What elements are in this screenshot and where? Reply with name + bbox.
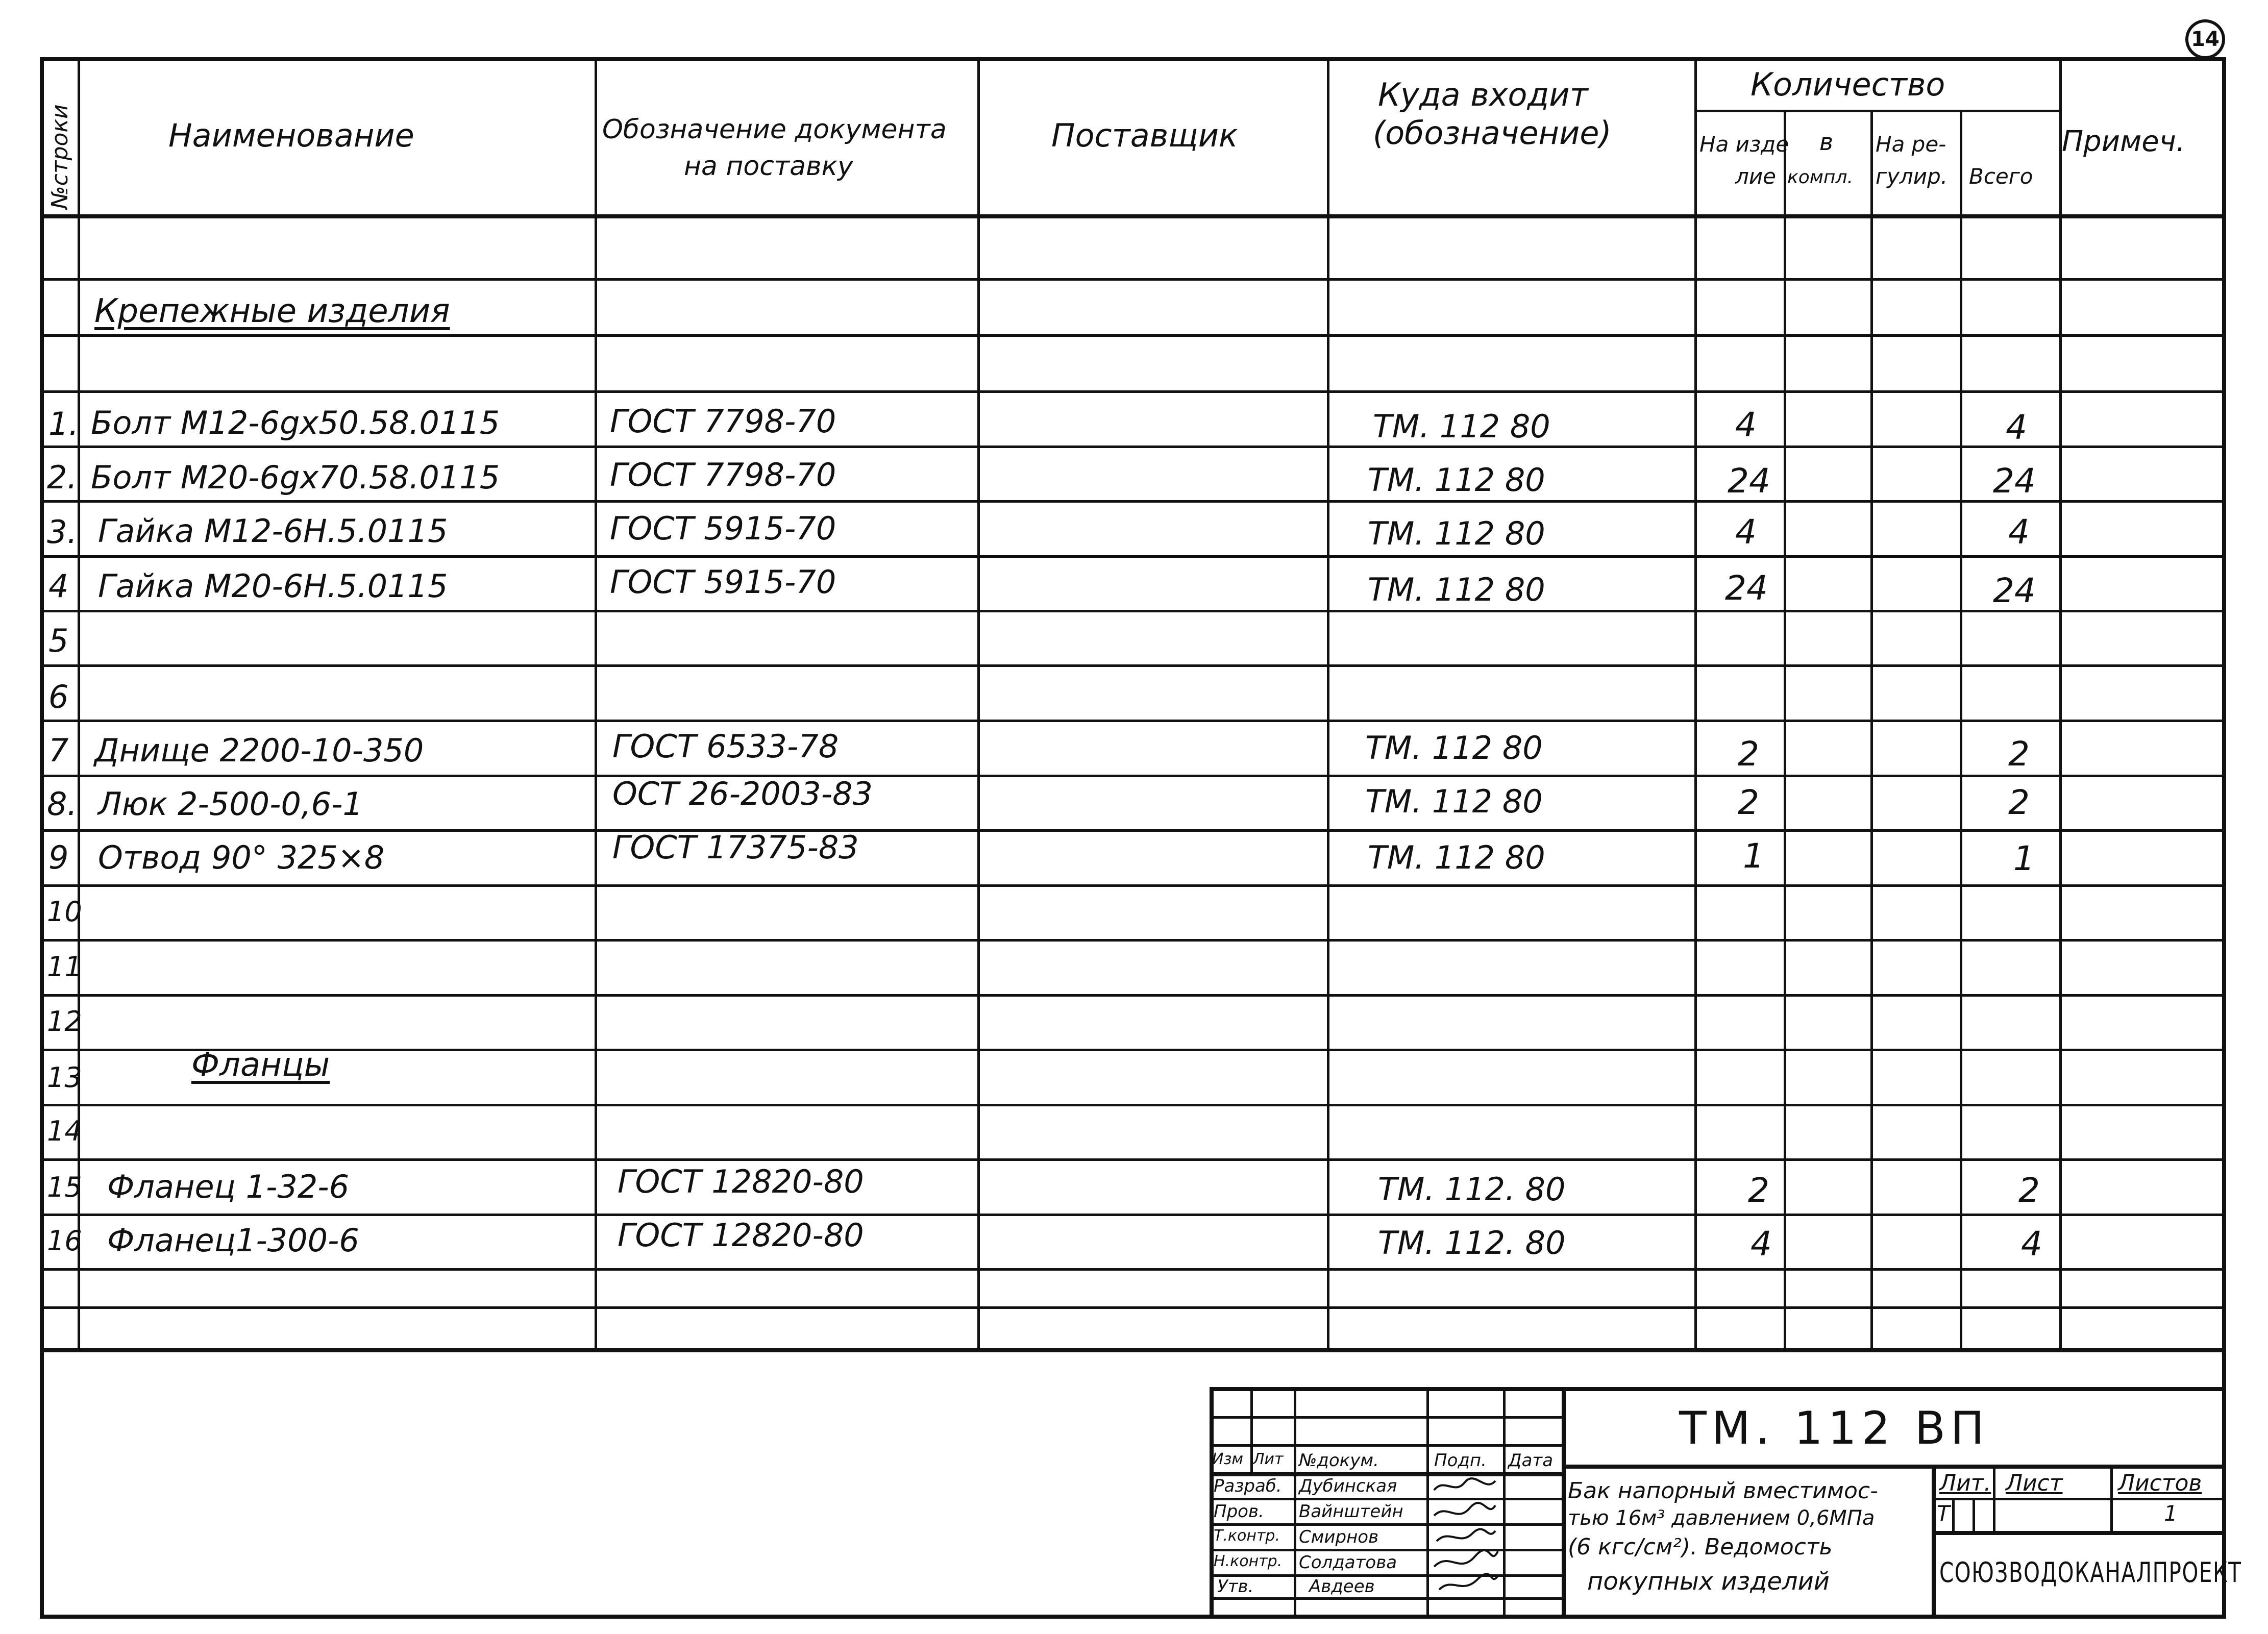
- tb-grid-line: [1210, 1597, 1562, 1600]
- row-number: 7: [48, 732, 69, 769]
- tb-desc-line2: тью 16м³ давлением 0,6МПа: [1568, 1506, 1875, 1530]
- tb-col-sign: Подп.: [1434, 1450, 1487, 1471]
- row-number: 3.: [47, 513, 78, 551]
- row-line: [40, 278, 2226, 281]
- item-name: Гайка М12-6Н.5.0115: [98, 512, 448, 550]
- item-qty-total: 4: [2021, 1224, 2042, 1264]
- item-name: Отвод 90° 325×8: [98, 839, 385, 876]
- item-name: Гайка М20-6Н.5.0115: [98, 567, 448, 605]
- item-name: Фланец1-300-6: [107, 1222, 359, 1259]
- header-where-line1: Куда входит: [1378, 76, 1588, 113]
- tb-grid-line: [1210, 1523, 1562, 1526]
- row-number: 2.: [47, 459, 78, 496]
- header-qty-reg-2: гулир.: [1876, 164, 1948, 189]
- item-qty-product: 24: [1728, 461, 1770, 501]
- item-where: ТМ. 112. 80: [1378, 1224, 1566, 1261]
- header-supplier: Поставщик: [1051, 117, 1238, 154]
- tb-org-top-line: [1932, 1531, 2226, 1535]
- item-where: ТМ. 112 80: [1368, 461, 1545, 499]
- row-line: [40, 334, 2226, 337]
- item-doc: ГОСТ 5915-70: [610, 510, 836, 547]
- row-number: 13: [47, 1061, 82, 1094]
- header-bottom-line: [40, 214, 2226, 218]
- sheet-number-mark: [2185, 19, 2225, 59]
- table-bottom-line: [40, 1348, 2226, 1352]
- qty-subheader-line: [1694, 110, 2059, 112]
- tb-role: Т.контр.: [1214, 1527, 1280, 1545]
- item-name: Болт М20-6gx70.58.0115: [91, 459, 500, 496]
- tb-desc-line4: покупных изделий: [1587, 1567, 1830, 1596]
- row-number: 1.: [48, 405, 79, 442]
- item-qty-total: 2: [2018, 1171, 2040, 1210]
- row-line: [40, 829, 2226, 832]
- tb-grid-line: [1210, 1498, 1562, 1500]
- sheet-number-text: 14: [2191, 28, 2220, 51]
- item-qty-total: 2: [2008, 783, 2030, 822]
- tb-lit-sub1: [1952, 1498, 1955, 1531]
- col-line-9: [2059, 57, 2062, 1348]
- item-qty-total: 24: [1993, 461, 2036, 501]
- tb-document-code: ТМ. 112 ВП: [1679, 1402, 1990, 1454]
- tb-lit-col1: [1993, 1465, 1995, 1531]
- item-doc: ОСТ 26-2003-83: [612, 775, 873, 812]
- tb-grid-line: [1210, 1549, 1562, 1551]
- header-row-no: №строки: [47, 104, 73, 209]
- item-name: Днище 2200-10-350: [94, 732, 424, 769]
- item-qty-product: 4: [1735, 512, 1757, 552]
- tb-person: Смирнов: [1299, 1527, 1379, 1547]
- row-line: [40, 390, 2226, 393]
- item-qty-product: 4: [1751, 1224, 1772, 1264]
- row-line: [40, 445, 2226, 448]
- row-number: 6: [48, 678, 69, 715]
- item-qty-product: 4: [1735, 405, 1757, 444]
- tb-role: Пров.: [1214, 1501, 1264, 1522]
- item-doc: ГОСТ 7798-70: [610, 456, 836, 493]
- item-doc: ГОСТ 17375-83: [612, 829, 859, 866]
- signature-scribbles: [1429, 1475, 1500, 1597]
- header-where-line2: (обозначение): [1373, 114, 1612, 152]
- item-name: Люк 2-500-0,6-1: [98, 785, 363, 823]
- item-doc: ГОСТ 6533-78: [612, 728, 839, 765]
- drawing-frame: [40, 57, 2226, 1619]
- tb-grid-col: [1294, 1387, 1296, 1619]
- tb-person: Солдатова: [1299, 1552, 1397, 1573]
- row-line: [40, 994, 2226, 997]
- row-number: 5: [48, 622, 69, 659]
- row-line: [40, 555, 2226, 558]
- row-number: 16: [47, 1225, 82, 1257]
- item-qty-product: 2: [1738, 783, 1759, 822]
- tb-sheets-value: 1: [2164, 1501, 2178, 1526]
- col-line-1: [78, 57, 80, 1348]
- row-line: [40, 939, 2226, 942]
- item-qty-product: 2: [1738, 734, 1759, 774]
- tb-lit-col2: [2110, 1465, 2113, 1531]
- row-number: 14: [47, 1115, 82, 1147]
- tb-person: Авдеев: [1309, 1576, 1375, 1597]
- row-line: [40, 884, 2226, 887]
- item-where: ТМ. 112 80: [1365, 783, 1543, 820]
- item-doc: ГОСТ 12820-80: [618, 1217, 864, 1254]
- item-qty-total: 24: [1993, 571, 2036, 610]
- row-line: [40, 1049, 2226, 1051]
- row-line: [40, 1104, 2226, 1106]
- col-line-3: [977, 57, 980, 1348]
- tb-sheets-label: Листов: [2118, 1470, 2202, 1496]
- tb-main-divider: [1562, 1387, 1566, 1619]
- col-line-2: [595, 57, 597, 1348]
- item-qty-total: 2: [2008, 734, 2030, 774]
- row-line: [40, 720, 2226, 722]
- item-name: Болт М12-6gx50.58.0115: [91, 404, 500, 441]
- item-qty-total: 4: [2006, 408, 2027, 447]
- tb-org-divider: [1932, 1465, 1936, 1619]
- item-where: ТМ. 112. 80: [1378, 1171, 1566, 1208]
- item-doc: ГОСТ 12820-80: [618, 1163, 864, 1200]
- row-line: [40, 1268, 2226, 1271]
- tb-person: Дубинская: [1299, 1476, 1397, 1496]
- col-line-4: [1327, 57, 1329, 1348]
- tb-person: Вайнштейн: [1299, 1501, 1403, 1522]
- item-qty-total: 4: [2008, 512, 2030, 552]
- header-doc-line2: на поставку: [684, 151, 853, 182]
- tb-grid-col: [1503, 1387, 1506, 1619]
- item-qty-total: 1: [2013, 839, 2035, 878]
- tb-lit-line: [1932, 1498, 2226, 1500]
- row-line: [40, 664, 2226, 667]
- row-number: 8.: [47, 785, 78, 823]
- row-line: [40, 610, 2226, 612]
- item-where: ТМ. 112 80: [1368, 515, 1545, 552]
- row-number: 11: [47, 951, 82, 983]
- tb-role: Н.контр.: [1214, 1552, 1283, 1570]
- tb-desc-line1: Бак напорный вместимос-: [1568, 1478, 1878, 1504]
- row-number: 15: [47, 1171, 82, 1203]
- row-number: 4: [48, 567, 69, 605]
- tb-lit-label: Лит.: [1939, 1470, 1991, 1496]
- tb-role: Разраб.: [1214, 1476, 1282, 1496]
- row-number: 9: [48, 839, 69, 876]
- row-number: 12: [47, 1005, 82, 1037]
- col-line-5: [1694, 57, 1697, 1348]
- row-number: 10: [47, 896, 82, 928]
- header-qty-kit-1: в: [1819, 128, 1834, 156]
- col-line-8: [1960, 110, 1962, 1348]
- tb-col-izm: Изм: [1212, 1450, 1244, 1468]
- tb-left-line: [1210, 1387, 1214, 1619]
- col-line-6: [1784, 110, 1786, 1348]
- row-line: [40, 1214, 2226, 1216]
- section-fasteners: Крепежные изделия: [94, 292, 450, 330]
- col-line-7: [1870, 110, 1873, 1348]
- header-name: Наименование: [168, 117, 414, 154]
- item-where: ТМ. 112 80: [1373, 408, 1550, 445]
- header-qty-product-1: На изде: [1699, 132, 1789, 157]
- tb-role: Утв.: [1217, 1576, 1254, 1597]
- header-qty-total: Всего: [1969, 164, 2033, 189]
- tb-grid-line: [1210, 1444, 1562, 1447]
- row-line: [40, 1306, 2226, 1309]
- item-where: ТМ. 112 80: [1365, 729, 1543, 766]
- tb-lit-value: Т: [1937, 1501, 1950, 1526]
- tb-desc-line3: (6 кгс/см²). Ведомость: [1568, 1534, 1833, 1560]
- tb-col-lit: Лит: [1253, 1450, 1284, 1468]
- item-doc: ГОСТ 7798-70: [610, 403, 836, 440]
- item-where: ТМ. 112 80: [1368, 839, 1545, 876]
- header-doc-line1: Обозначение документа: [602, 114, 947, 145]
- item-qty-product: 24: [1725, 568, 1768, 608]
- header-note: Примеч.: [2062, 125, 2185, 158]
- tb-grid-line: [1210, 1416, 1562, 1419]
- header-qty-product-2: лие: [1735, 164, 1776, 189]
- header-qty-reg-1: На ре-: [1876, 132, 1946, 157]
- section-flanges: Фланцы: [191, 1046, 330, 1084]
- tb-organization: СОЮЗВОДОКАНАЛПРОЕКТ: [1939, 1556, 2242, 1589]
- tb-top-line: [1210, 1387, 2226, 1391]
- tb-lit-sub2: [1973, 1498, 1975, 1531]
- row-line: [40, 500, 2226, 503]
- tb-col-doc: №докум.: [1299, 1450, 1379, 1471]
- tb-sheet-label: Лист: [2006, 1470, 2063, 1496]
- item-name: Фланец 1-32-6: [107, 1168, 350, 1205]
- row-line: [40, 1158, 2226, 1161]
- item-where: ТМ. 112 80: [1368, 571, 1545, 608]
- item-qty-product: 2: [1748, 1171, 1769, 1210]
- header-qty: Количество: [1751, 66, 1945, 103]
- item-doc: ГОСТ 5915-70: [610, 563, 836, 601]
- header-qty-kit-2: компл.: [1787, 167, 1853, 188]
- item-qty-product: 1: [1743, 836, 1764, 876]
- row-line: [40, 775, 2226, 777]
- tb-grid-line: [1210, 1574, 1562, 1577]
- tb-col-date: Дата: [1508, 1450, 1554, 1471]
- tb-code-bottom-line: [1562, 1465, 2226, 1469]
